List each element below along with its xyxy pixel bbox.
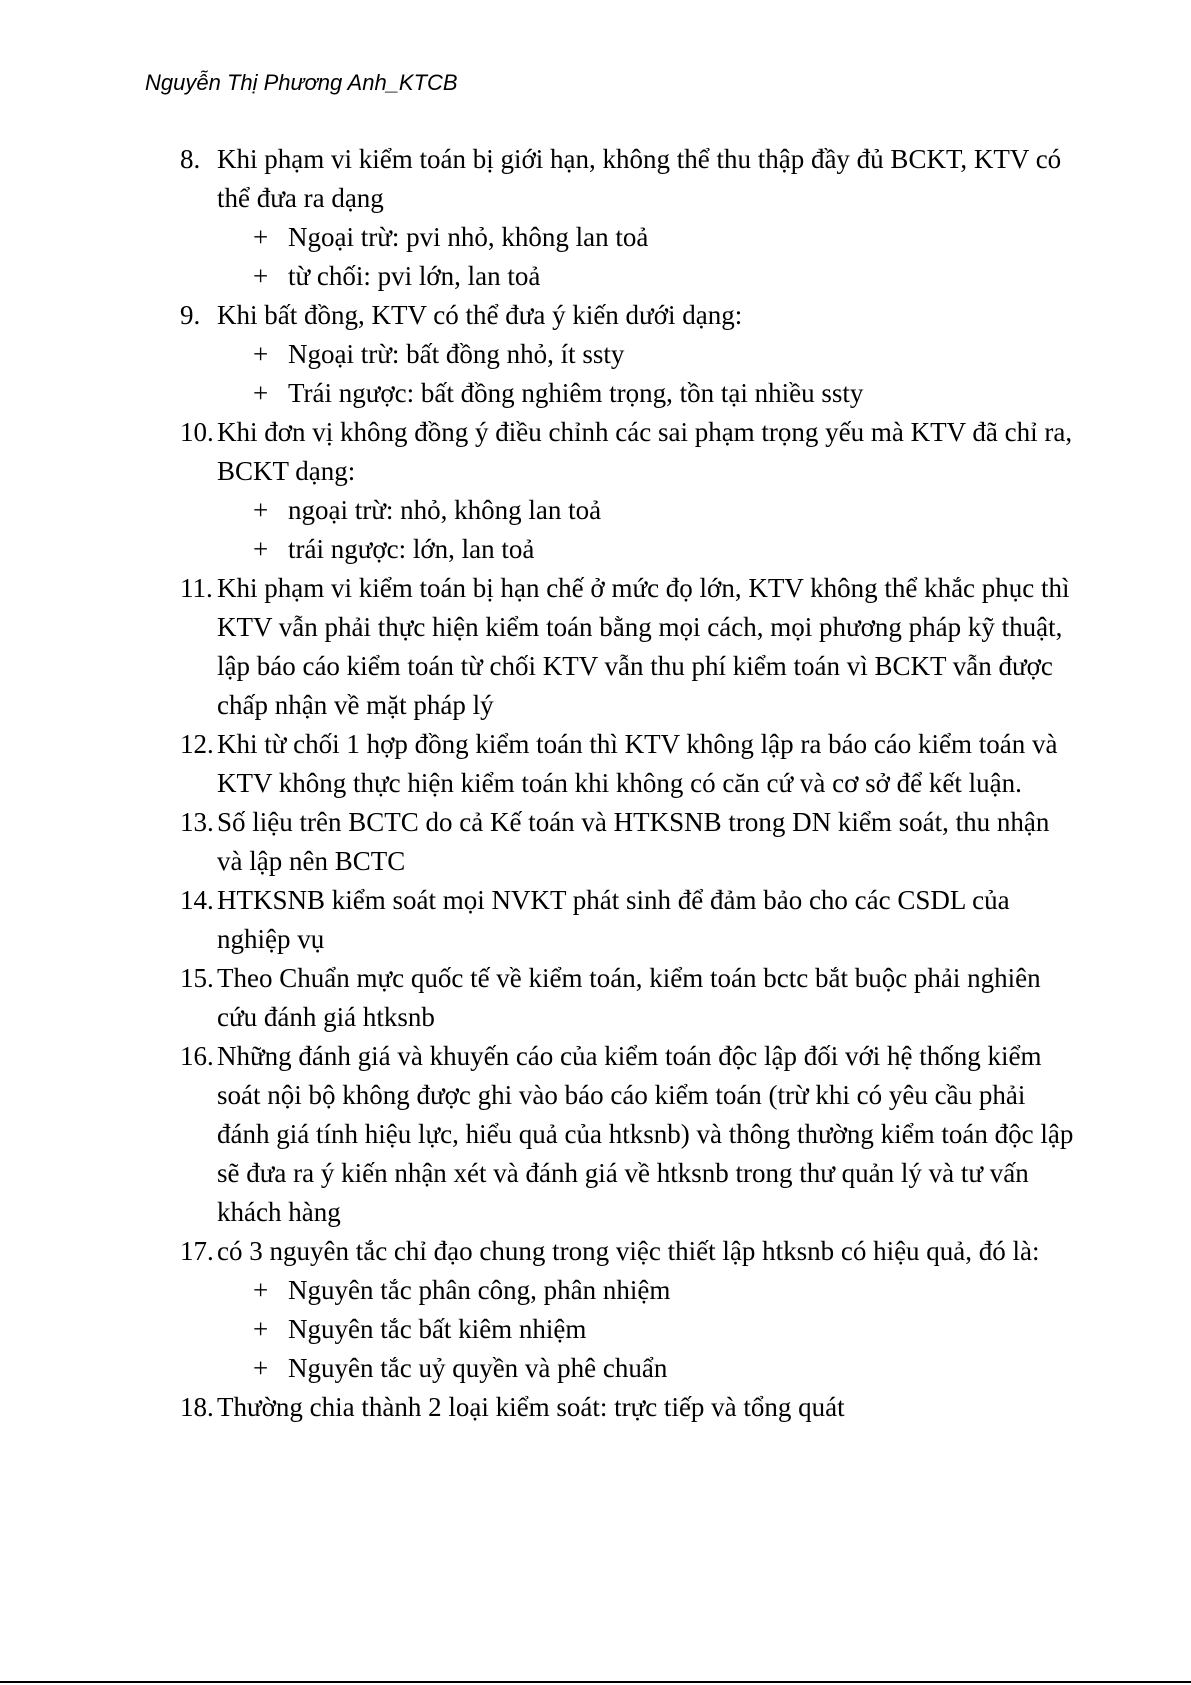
bullet-text: ngoại trừ: nhỏ, không lan toả — [288, 495, 602, 525]
list-item — [180, 725, 1080, 803]
list-item — [180, 140, 1080, 218]
bullet-text: Ngoại trừ: pvi nhỏ, không lan toả — [288, 222, 649, 252]
item-number: 18. — [180, 1392, 214, 1422]
bullet-symbol: + — [253, 495, 269, 525]
bullet-text: Nguyên tắc uỷ quyền và phê chuẩn — [288, 1353, 668, 1383]
item-text: Theo Chuẩn mực quốc tế về kiểm toán, kiểm toán bctc bắt buộc phải nghiên cứu đánh giá htksnb — [217, 963, 1041, 1032]
item-text: Số liệu trên BCTC do cả Kế toán và HTKSNB trong DN kiểm soát, thu nhận và lập nên BCTC — [217, 807, 1050, 876]
sub-bullet — [180, 1271, 1080, 1310]
item-number: 16. — [180, 1041, 214, 1071]
item-number: 14. — [180, 885, 214, 915]
item-text: có 3 nguyên tắc chỉ đạo chung trong việc thiết lập htksnb có hiệu quả, đó là: — [217, 1236, 1040, 1266]
item-text: HTKSNB kiểm soát mọi NVKT phát sinh để đảm bảo cho các CSDL của nghiệp vụ — [217, 885, 1010, 954]
item-text: Khi đơn vị không đồng ý điều chỉnh các sai phạm trọng yếu mà KTV đã chỉ ra, BCKT dạng: — [217, 417, 1073, 486]
sub-bullet — [180, 335, 1080, 374]
bullet-symbol: + — [253, 378, 269, 408]
bullet-symbol: + — [253, 222, 269, 252]
item-number: 10. — [180, 417, 214, 447]
item-number: 17. — [180, 1236, 214, 1266]
list-item — [180, 1037, 1080, 1232]
numbered-list — [180, 140, 1080, 1427]
list-item — [180, 569, 1080, 725]
item-number: 15. — [180, 963, 214, 993]
bullet-text: Trái ngược: bất đồng nghiêm trọng, tồn tại nhiều ssty — [288, 378, 864, 408]
sub-bullet — [180, 530, 1080, 569]
item-text: Khi từ chối 1 hợp đồng kiểm toán thì KTV không lập ra báo cáo kiểm toán và KTV không thực hiện kiểm toán khi không có căn cứ và cơ sở để kết luận. — [217, 729, 1058, 798]
bullet-text: Nguyên tắc bất kiêm nhiệm — [288, 1314, 587, 1344]
item-number: 8. — [180, 144, 201, 174]
bullet-symbol: + — [253, 261, 269, 291]
list-item — [180, 296, 1080, 335]
item-text: Khi phạm vi kiểm toán bị hạn chế ở mức đọ lớn, KTV không thể khắc phục thì KTV vẫn phải thực hiện kiểm toán bằng mọi cách, mọi phương pháp kỹ thuật, lập báo cáo kiểm toán từ chối KTV vẫn thu phí kiểm toán vì BCKT vẫn được chấp nhận về mặt pháp lý — [217, 573, 1070, 720]
sub-bullet — [180, 1349, 1080, 1388]
item-text: Những đánh giá và khuyến cáo của kiểm toán độc lập đối với hệ thống kiểm soát nội bộ không được ghi vào báo cáo kiểm toán (trừ khi có yêu cầu phải đánh giá tính hiệu lực, hiểu quả của htksnb) và thông thường kiểm toán độc lập sẽ đưa ra ý kiến nhận xét và đánh giá về htksnb trong thư quản lý và tư vấn khách hàng — [217, 1041, 1074, 1227]
sub-bullet — [180, 257, 1080, 296]
bullet-text: Ngoại trừ: bất đồng nhỏ, ít ssty — [288, 339, 625, 369]
bullet-symbol: + — [253, 1275, 269, 1305]
bullet-text: Nguyên tắc phân công, phân nhiệm — [288, 1275, 671, 1305]
item-number: 12. — [180, 729, 214, 759]
item-number: 11. — [180, 573, 213, 603]
list-item — [180, 413, 1080, 491]
sub-bullet — [180, 374, 1080, 413]
bullet-symbol: + — [253, 1353, 269, 1383]
item-text: Khi phạm vi kiểm toán bị giới hạn, không thể thu thập đầy đủ BCKT, KTV có thể đưa ra dạng — [217, 144, 1062, 213]
bullet-symbol: + — [253, 1314, 269, 1344]
bullet-text: trái ngược: lớn, lan toả — [288, 534, 535, 564]
list-item — [180, 881, 1080, 959]
list-item — [180, 1232, 1080, 1271]
item-number: 13. — [180, 807, 214, 837]
list-item — [180, 959, 1080, 1037]
sub-bullet — [180, 491, 1080, 530]
item-text: Thường chia thành 2 loại kiểm soát: trực tiếp và tổng quát — [217, 1392, 845, 1422]
sub-bullet — [180, 218, 1080, 257]
bullet-symbol: + — [253, 339, 269, 369]
sub-bullet — [180, 1310, 1080, 1349]
list-item — [180, 803, 1080, 881]
list-item — [180, 1388, 1080, 1427]
item-text: Khi bất đồng, KTV có thể đưa ý kiến dưới dạng: — [217, 300, 743, 330]
page-header-author: Nguyễn Thị Phương Anh_KTCB — [145, 70, 458, 95]
page-bottom-border — [0, 1681, 1191, 1683]
bullet-text: từ chối: pvi lớn, lan toả — [288, 261, 541, 291]
bullet-symbol: + — [253, 534, 269, 564]
item-number: 9. — [180, 300, 201, 330]
